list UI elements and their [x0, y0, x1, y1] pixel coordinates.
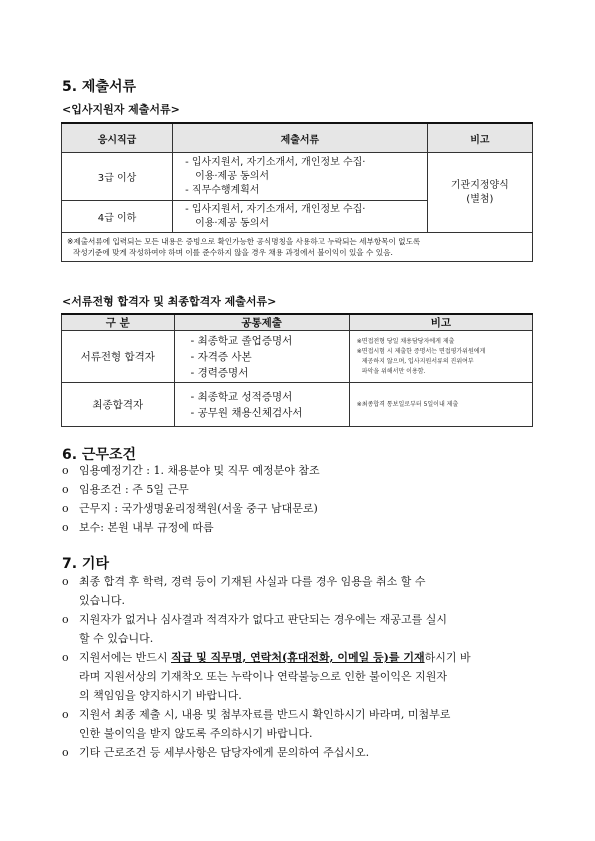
other-notes-list	[62, 572, 542, 762]
category-cell: 서류전형 합격자	[62, 331, 175, 383]
bullet: o	[62, 521, 69, 534]
remark-cell: 기관지정양식 (별첨)	[427, 153, 532, 233]
table-row	[62, 383, 533, 427]
grade-cell: 3급 이상	[62, 153, 173, 201]
applicant-docs-subtitle: <입사지원자 제출서류>	[62, 103, 180, 116]
list-item: o 임용예정기간 : 1. 채용분야 및 직무 예정분야 참조	[62, 461, 542, 480]
list-item: o 지원서에는 반드시 직급 및 직무명, 연락처(휴대전화, 이메일 등)를 기재하시기 바 라며 지원서상의 기재착오 또는 누락이나 연락불능으로 인한 불이익은 지원자 의 책임임을 양지하시기 바랍니다.	[62, 648, 542, 705]
list-item: o 보수: 본원 내부 규정에 따름	[62, 518, 542, 537]
header-category: 구 분	[62, 314, 175, 331]
bullet: o	[62, 708, 69, 721]
table-row	[62, 153, 533, 201]
section-5-title: 5. 제출서류	[62, 79, 137, 95]
list-item: o 기타 근로조건 등 세부사항은 담당자에게 문의하여 주십시오.	[62, 743, 542, 762]
docs-cell: - 최종학교 졸업증명서 - 자격증 사본 - 경력증명서	[174, 331, 349, 383]
docs-cell: - 입사지원서, 자기소개서, 개인정보 수집· 이용·제공 동의서 - 직무수행계획서	[173, 153, 428, 201]
docs-cell: - 최종학교 성적증명서 - 공무원 채용신체검사서	[174, 383, 349, 427]
list-item: o 지원서 최종 제출 시, 내용 및 첨부자료를 반드시 확인하시기 바라며, 미첨부로 인한 불이익을 받지 않도록 주의하시기 바랍니다.	[62, 705, 542, 743]
bullet: o	[62, 502, 69, 515]
docs-cell: - 입사지원서, 자기소개서, 개인정보 수집· 이용·제공 동의서	[173, 201, 428, 233]
header-common: 공통제출	[174, 314, 349, 331]
bullet: o	[62, 483, 69, 496]
bullet: o	[62, 575, 69, 588]
remark-cell: ※면접전형 당일 채용담당자에게 제출 ※면접시험 시 제출한 증명서는 면접평가위원에게 제공하지 않으며, 입사지원서류의 진위여부 파악을 위해서만 이용함.	[349, 331, 532, 383]
grade-cell: 4급 이하	[62, 201, 173, 233]
list-item: o 최종 합격 후 학력, 경력 등이 기재된 사실과 다를 경우 임용을 취소 할 수 있습니다.	[62, 572, 542, 610]
header-docs: 제출서류	[173, 123, 428, 153]
section-6-title: 6. 근무조건	[62, 447, 137, 463]
list-item: o 임용조건 : 주 5일 근무	[62, 480, 542, 499]
section-7-title: 7. 기타	[62, 556, 109, 572]
list-item: o 지원자가 없거나 심사결과 적격자가 없다고 판단되는 경우에는 재공고를 실시 할 수 있습니다.	[62, 610, 542, 648]
table-row	[62, 331, 533, 383]
bullet: o	[62, 746, 69, 759]
list-item: o 근무지 : 국가생명윤리정책원(서울 중구 남대문로)	[62, 499, 542, 518]
header-grade: 응시직급	[62, 123, 173, 153]
bullet: o	[62, 464, 69, 477]
work-conditions-list	[62, 461, 542, 537]
table-note-row	[62, 233, 533, 262]
header-remark: 비고	[427, 123, 532, 153]
pass-docs-subtitle: <서류전형 합격자 및 최종합격자 제출서류>	[62, 295, 277, 308]
remark-cell: ※최종합격 통보일로부터 5일이내 제출	[349, 383, 532, 427]
bullet: o	[62, 613, 69, 626]
bullet: o	[62, 651, 69, 664]
category-cell: 최종합격자	[62, 383, 175, 427]
pass-docs-table	[61, 313, 533, 427]
applicant-docs-table	[61, 122, 533, 262]
header-remark: 비고	[349, 314, 532, 331]
emphasis-text: 직급 및 직무명, 연락처(휴대전화, 이메일 등)를 기재	[171, 651, 425, 664]
table-note: ※제출서류에 입력되는 모든 내용은 증빙으로 확인가능한 공식명칭을 사용하고 누락되는 세부항목이 없도록 작성기준에 맞게 작성하여야 하며 이를 준수하지 않을 경우 채용 과정에서 불이익이 있을 수 있음.	[62, 233, 533, 262]
